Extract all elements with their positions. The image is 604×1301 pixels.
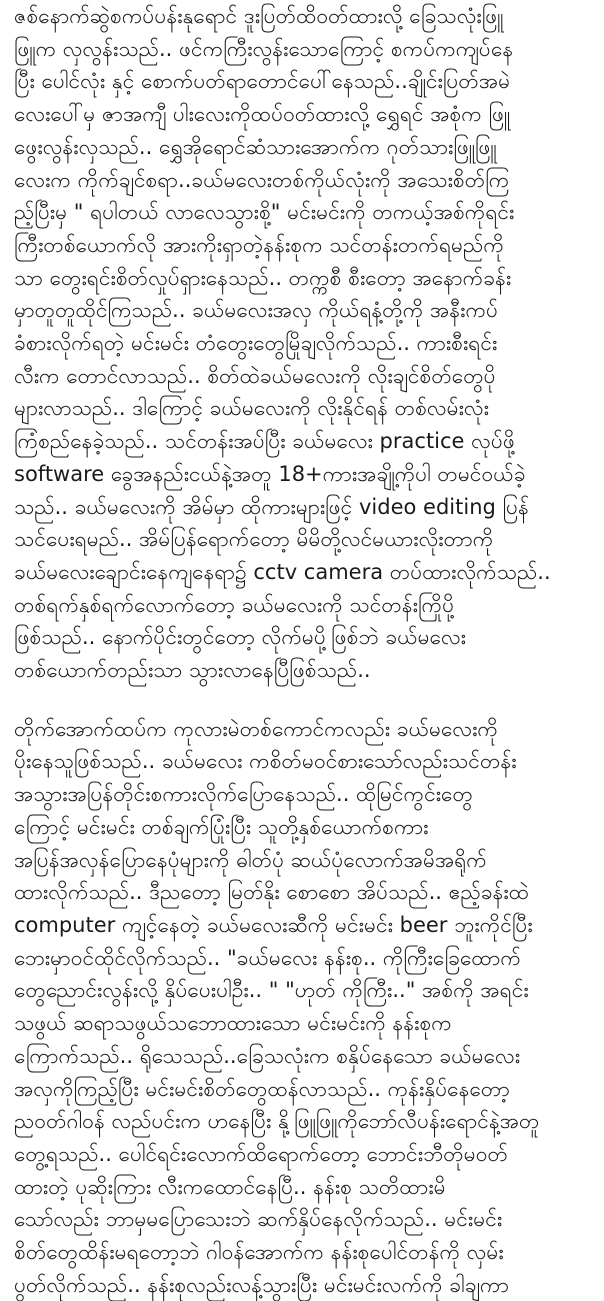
text-line: သော်လည်း ဘာမှမပြောသေးဘဲ ဆက်နှိပ်နေလိုက်သည်.. မင်းမင်း — [14, 1207, 503, 1232]
text-line: တွေညောင်းလွန်းလို့ နှိပ်ပေးပါဦး.. " "ဟုတ် ကိုကြီး.." အစ်ကို အရင်း — [14, 978, 529, 1003]
story-paragraph-1 — [14, 0, 590, 687]
text-line: ပိုးနေသူဖြစ်သည်.. ခယ်မလေး ကစိတ်မဝင်စားသော်လည်းသင်တန်း — [14, 749, 517, 774]
text-line: စိတ်တွေထိန်းမရတော့ဘဲ ဂါဝန်အောက်က နန်းစုပေါင်တန်ကို လှမ်း — [14, 1240, 504, 1265]
text-line: လီးက တောင်လာသည်.. စိတ်ထဲခယ်မလေးကို လိုးချင်စိတ်တွေပို — [14, 363, 496, 388]
text-line: ခံစားလိုက်ရတဲ့ မင်းမင်း တံတွေးတွေမြိုချလိုက်သည်.. ကားစီးရင်း — [14, 331, 498, 356]
text-line: ထားလိုက်သည်.. ဒီညတော့ မြတ်နိုး စောစော အိပ်သည်.. ဧည့်ခန်းထဲ — [14, 880, 530, 905]
text-line: သည်.. ခယ်မလေးကို အိမ်မှာ ထိုကားများဖြင့် video editing ပြန် — [14, 494, 529, 519]
text-line: ပွတ်လိုက်သည်.. နန်းစုလည်းလန့်သွားပြီး မင်းမင်းလက်ကို ခါချကာ — [14, 1272, 510, 1297]
text-line: ကြောင့် မင်းမင်း တစ်ချက်ပြုံးပြီး သူတို့နှစ်ယောက်စကား — [14, 814, 429, 839]
text-line: သာ တွေးရင်းစိတ်လှုပ်ရှားနေသည်.. တက္ကစီ စီးတော့ အနောက်ခန်း — [14, 265, 512, 290]
text-line: အလှကိုကြည့်ပြီး မင်းမင်းစိတ်တွေထန်လာသည်.. ကုန်းနှိပ်နေတော့ — [14, 1076, 510, 1101]
story-paragraph-2 — [14, 713, 590, 1301]
text-line: ဖြစ်သည်.. နောက်ပိုင်းတွင်တော့ လိုက်မပို့ဖြစ်ဘဲ ခယ်မလေး — [14, 625, 467, 650]
text-line: တိုက်အောက်ထပ်က ကုလားမဲတစ်ကောင်ကလည်း ခယ်မလေးကို — [14, 716, 498, 741]
text-line: တွေ့ရသည်.. ပေါင်ရင်းလောက်ထိရောက်တော့ ဘောင်းဘီတိုမဝတ် — [14, 1141, 508, 1166]
text-line: သင်ပေးရမည်.. အိမ်ပြန်ရောက်တော့ မိမိတို့လင်မယားလိုးတာကို — [14, 527, 494, 552]
text-line: များလာသည်.. ဒါကြောင့် ခယ်မလေးကို လိုးနိုင်ရန် တစ်လမ်းလုံး — [14, 396, 489, 421]
text-line: ခယ်မလေးချောင်းနေကျနေရာ၌ cctv camera တပ်ထားလိုက်သည်.. — [14, 559, 551, 584]
text-line: မှာတူတူထိုင်ကြသည်.. ခယ်မလေးအလှ ကိုယ်ရနံ့တို့ကို အနီးကပ် — [14, 298, 498, 323]
text-line: ဘေးမှာဝင်ထိုင်လိုက်သည်.. "ခယ်မလေး နန်းစု.. ကိုကြီးခြေထောက် — [14, 945, 521, 970]
text-line: အသွားအပြန်တိုင်းစကားလိုက်ပြောနေသည်.. ထိုမြင်ကွင်းတွေ — [14, 782, 473, 807]
text-line: ကြီးတစ်ယောက်လို အားကိုးရှာတဲ့နန်းစုက သင်တန်းတက်ရမည်ကို — [14, 232, 504, 257]
text-line: လေးပေါ်မှ ဇာအကျီ ပါးလေးကိုထပ်ဝတ်ထားလို့ ရွှေရင် အစုံက ဖြူ — [14, 102, 511, 127]
text-line: တစ်ယောက်တည်းသာ သွားလာနေပြီဖြစ်သည်.. — [14, 658, 371, 683]
text-line: ဖွေးလွန်းလှသည်.. ရွှေအိုရောင်ဆံသားအောက်က ဂုတ်သားဖြူဖြူ — [14, 134, 497, 159]
text-line: ကြောက်သည်.. ရိုသေသည်..ခြေသလုံးက စနှိပ်နေသော ခယ်မလေး — [14, 1043, 521, 1068]
text-line: တစ်ရက်နှစ်ရက်လောက်တော့ ခယ်မလေးကို သင်တန်းကြိုပို့ — [14, 592, 455, 617]
text-line: လေးက ကိုက်ချင်စရာ..ခယ်မလေးတစ်ကိုယ်လုံးကို အသေးစိတ်ကြ — [14, 167, 510, 192]
text-line: ညဝတ်ဂါဝန် လည်ပင်းက ဟနေပြီး နို့ဖြူဖြူကိုဘော်လီပန်းရောင်နဲ့အတူ — [14, 1109, 540, 1134]
text-line: ထားတဲ့ ပုဆိုးကြား လီးကထောင်နေပြီ.. နန်းစု သတိထားမိ — [14, 1174, 446, 1199]
text-line: ပြီး ပေါင်လုံး နှင့် စောက်ပတ်ရာတောင်ပေါ်နေသည်..ချိုင်းပြတ်အမဲ — [14, 69, 511, 94]
text-line: computer ကျင့်နေတဲ့ ခယ်မလေးဆီကို မင်းမင်း beer ဘူးကိုင်ပြီး — [14, 912, 533, 937]
text-line: ည့်ပြီးမှ " ရပါတယ် လာလေသွားစို့" မင်းမင်းကို တကယ့်အစ်ကိုရင်း — [14, 200, 515, 225]
text-line: ကြံစည်နေခဲ့သည်.. သင်တန်းအပ်ပြီး ခယ်မလေး practice လုပ်ဖို့ — [14, 429, 515, 454]
text-line: ဇစ်နောက်ဆွဲစကပ်ပန်းနုရောင် ဒူးပြတ်ထိဝတ်ထားလို့ ခြေသလုံးဖြူ — [14, 4, 504, 28]
text-line: software ခွေအနည်းငယ်နဲ့အတူ 18+ကားအချို့ကိုပါ တမင်ဝယ်ခဲ့ — [14, 461, 526, 486]
text-line: ဖြူက လှလွန်းသည်.. ဖင်ကကြီးလွန်းသောကြောင့် စကပ်ကကျပ်နေ — [14, 36, 514, 61]
text-line: အပြန်အလှန်ပြောနေပုံများကို ဓါတ်ပုံ ဆယ်ပုံလောက်အမိအရိုက် — [14, 847, 487, 872]
text-line: သဖွယ် ဆရာသဖွယ်သဘောထားသော မင်းမင်းကို နန်းစုက — [14, 1011, 452, 1036]
